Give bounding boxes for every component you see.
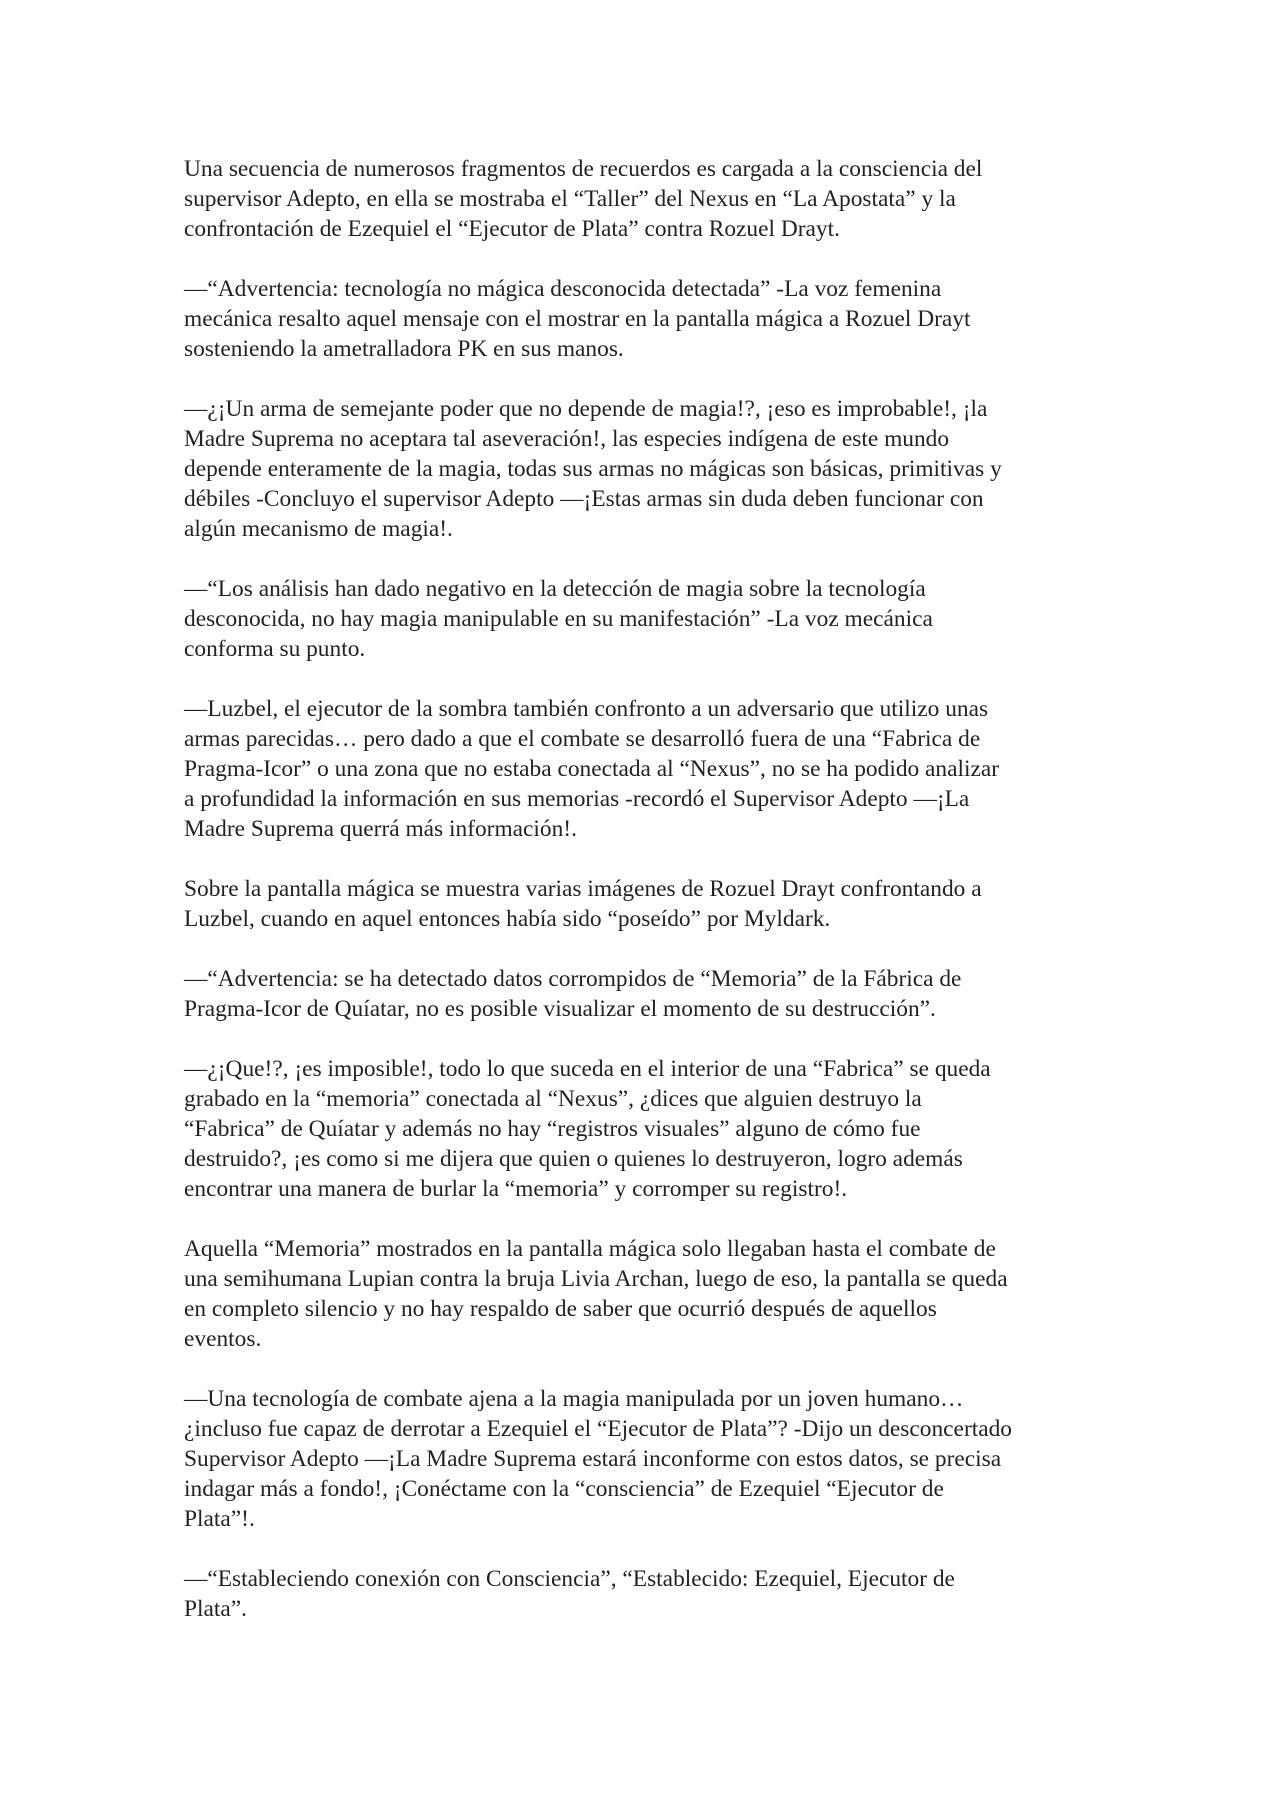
paragraph-9: Aquella “Memoria” mostrados en la pantalla mágica solo llegaban hasta el combate de una semihumana Lupian contra la bruja Livia Archan, luego de eso, la pantalla se queda en completo silencio y no hay respaldo de saber que ocurrió después de aquellos eventos.: [184, 1236, 1008, 1352]
document-page: [184, 154, 1124, 1654]
paragraph-5: —Luzbel, el ejecutor de la sombra también confronto a un adversario que utilizo unas armas parecidas… pero dado a que el combate se desarrolló fuera de una “Fabrica de Pragma-Icor” o una zona que no estaba conectada al “Nexus”, no se ha podido analizar a profundidad la información en sus memorias -recordó el Supervisor Adepto —¡La Madre Suprema querrá más información!.: [184, 696, 1000, 842]
paragraph-10: —Una tecnología de combate ajena a la magia manipulada por un joven humano… ¿incluso fue capaz de derrotar a Ezequiel el “Ejecutor de Plata”? -Dijo un desconcertado Supervisor Adepto —¡La Madre Suprema estará inconforme con estos datos, se precisa indagar más a fondo!, ¡Conéctame con la “consciencia” de Ezequiel “Ejecutor de Plata”!.: [184, 1386, 1013, 1532]
paragraph-8: —¿¡Que!?, ¡es imposible!, todo lo que suceda en el interior de una “Fabrica” se queda grabado en la “memoria” conectada al “Nexus”, ¿dices que alguien destruyo la “Fabrica” de Quíatar y además no hay “registros visuales” alguno de cómo fue destruido?, ¡es como si me dijera que quien o quienes lo destruyeron, logro además encontrar una manera de burlar la “memoria” y corromper su registro!.: [184, 1056, 991, 1202]
paragraph-11: —“Estableciendo conexión con Consciencia”, “Establecido: Ezequiel, Ejecutor de Plata”.: [184, 1566, 955, 1622]
paragraph-7: —“Advertencia: se ha detectado datos corrompidos de “Memoria” de la Fábrica de Pragma-Icor de Quíatar, no es posible visualizar el momento de su destrucción”.: [184, 966, 962, 1022]
paragraph-4: —“Los análisis han dado negativo en la detección de magia sobre la tecnología desconocida, no hay magia manipulable en su manifestación” -La voz mecánica conforma su punto.: [184, 576, 933, 662]
paragraph-1: Una secuencia de numerosos fragmentos de recuerdos es cargada a la consciencia del supervisor Adepto, en ella se mostraba el “Taller” del Nexus en “La Apostata” y la confrontación de Ezequiel el “Ejecutor de Plata” contra Rozuel Drayt.: [184, 156, 983, 242]
paragraph-6: Sobre la pantalla mágica se muestra varias imágenes de Rozuel Drayt confrontando a Luzbel, cuando en aquel entonces había sido “poseído” por Myldark.: [184, 876, 982, 932]
paragraph-2: —“Advertencia: tecnología no mágica desconocida detectada” -La voz femenina mecánica resalto aquel mensaje con el mostrar en la pantalla mágica a Rozuel Drayt sosteniendo la ametralladora PK en sus manos.: [184, 276, 971, 362]
paragraph-3: —¿¡Un arma de semejante poder que no depende de magia!?, ¡eso es improbable!, ¡la Madre Suprema no aceptara tal aseveración!, las especies indígena de este mundo depende enteramente de la magia, todas sus armas no mágicas son básicas, primitivas y débiles -Concluyo el supervisor Adepto —¡Estas armas sin duda deben funcionar con algún mecanismo de magia!.: [184, 396, 1002, 542]
